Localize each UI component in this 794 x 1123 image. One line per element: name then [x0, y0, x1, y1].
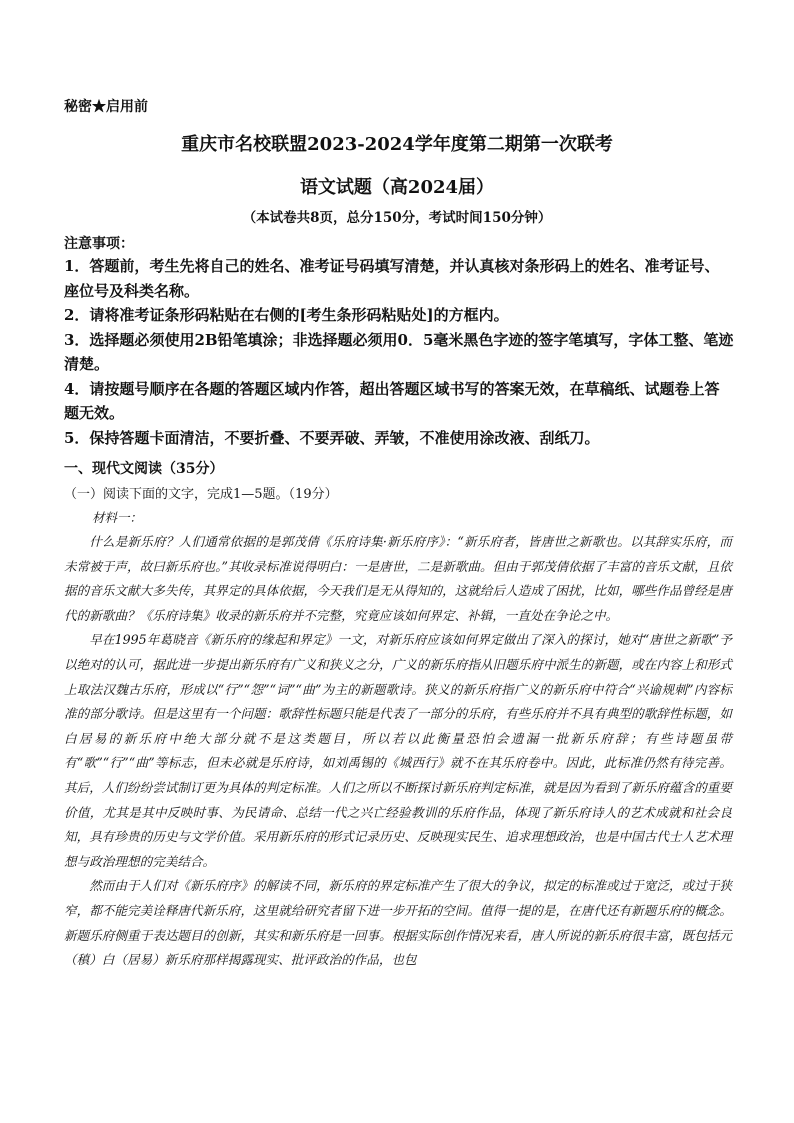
note-item-1: 1．答题前，考生先将自己的姓名、准考证号码填写清楚，并认真核对条形码上的姓名、准考证号、座位号及科类名称。: [64, 257, 720, 300]
exam-title: 重庆市名校联盟2023-2024学年度第二期第一次联考: [181, 134, 613, 155]
notes-heading: 注意事项：: [64, 236, 134, 252]
passage: [64, 530, 732, 973]
secret-label: 秘密★启用前: [64, 99, 148, 115]
passage-paragraph-3: 然而由于人们对《新乐府序》的解读不同，新乐府的界定标准产生了很大的争议，拟定的标准或过于宽泛，或过于狭窄，都不能完美诠释唐代新乐府，这里就给研究者留下进一步开拓的空间。值得一提的是，在唐代还有新题乐府的概念。新题乐府侧重于表达题目的创新，其实和新乐府是一回事。根据实际创作情况来看，唐人所说的新乐府很丰富，既包括元（稹）白（居易）新乐府那样揭露现实、批评政治的作品，也包: [64, 878, 732, 968]
passage-paragraph-1: 什么是新乐府？人们通常依据的是郭茂倩《乐府诗集·新乐府序》：“新乐府者，皆唐世之新歌也。以其辞实乐府，而未常被于声，故曰新乐府也。”其收录标准说得明白：一是唐世，二是新歌曲。但由于郭茂倩依据了丰富的音乐文献，且依据的音乐文献大多失传，其界定的具体依据，今天我们是无从得知的，这就给后人造成了困扰，比如，哪些作品曾经是唐代的新歌曲？《乐府诗集》收录的新乐府并不完整，究竟应该如何界定、补辑，一直处在争论之中。: [64, 534, 732, 623]
passage-paragraph-2: 早在1995年葛晓音《新乐府的缘起和界定》一文，对新乐府应该如何界定做出了深入的探讨，她对“唐世之新歌”予以绝对的认可，据此进一步提出新乐府有广义和狭义之分，广义的新乐府指从旧题乐府中派生的新题，或在内容上和形式上取法汉魏古乐府，形成以“行”“怨”“词”“曲”为主的新题歌诗。狭义的新乐府指广义的新乐府中符合“兴谕规刺”内容标准的部分歌诗。但是这里有一个问题：歌辞性标题只能是代表了一部分的乐府，有些乐府并不具有典型的歌辞性标题，如白居易的新乐府中绝大部分就不是这类题目，所以若以此衡量恐怕会遗漏一批新乐府辞；有些诗题虽带有“歌”“行”“曲”等标志，但未必就是乐府诗，如刘禹锡的《城西行》就不在其乐府卷中。因此，此标准仍然有待完善。其后，人们纷纷尝试制订更为具体的判定标准。人们之所以不断探讨新乐府判定标准，就是因为看到了新乐府蕴含的重要价值，尤其是其中反映时事、为民请命、总结一代之兴亡经验教训的乐府作品，体现了新乐府诗人的艺术成就和社会良知，具有珍贵的历史与文学价值。采用新乐府的形式记录历史、反映现实民生、追求理想政治，也是中国古代士人艺术理想与政治理想的完美结合。: [64, 632, 732, 869]
note-item-2: 2．请将准考证条形码粘贴在右侧的[考生条形码粘贴处]的方框内。: [64, 306, 509, 324]
notes-list: [64, 254, 734, 450]
material-label: 材料一：: [92, 510, 143, 525]
subject-title: 语文试题（高2024届）: [299, 177, 495, 198]
note-item-5: 5．保持答题卡面清洁，不要折叠、不要弄破、弄皱，不准使用涂改液、刮纸刀。: [64, 428, 600, 447]
note-item-4: 4．请按题号顺序在各题的答题区域内作答，超出答题区域书写的答案无效，在草稿纸、试题卷上答题无效。: [64, 379, 720, 422]
subsection-title: （一）阅读下面的文字，完成1—5题。（19分）: [64, 487, 338, 502]
section-title: 一、现代文阅读（35分）: [64, 461, 224, 477]
note-item-3: 3．选择题必须使用2B铅笔填涂；非选择题必须用0．5毫米黑色字迹的签字笔填写，字体工整、笔迹清楚。: [64, 330, 734, 373]
exam-info: （本试卷共8页，总分150分，考试时间150分钟）: [242, 210, 552, 226]
